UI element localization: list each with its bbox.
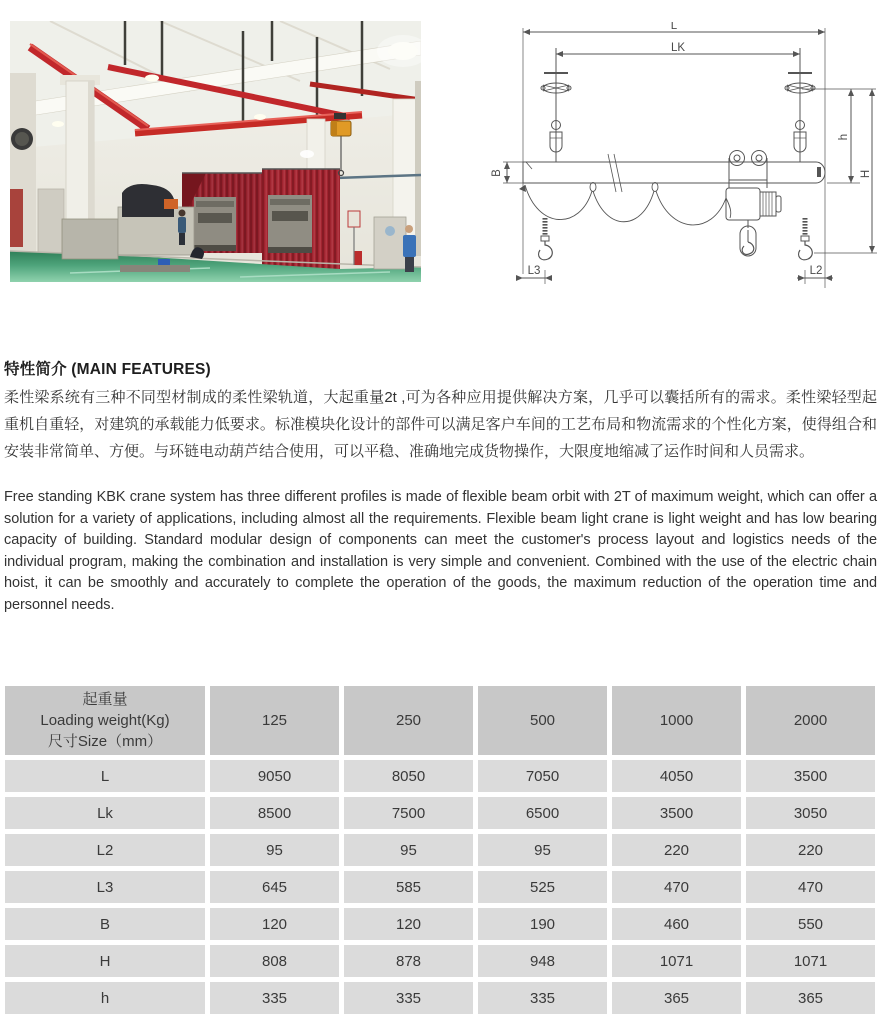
row-label-L: L xyxy=(5,760,205,792)
table-row-Lk xyxy=(5,797,875,829)
column-header-250: 250 xyxy=(344,686,473,755)
features-paragraph-en: Free standing KBK crane system has three different profiles is made of flexible beam orbit with 2T of maximum weight, which can offer a solution for a variety of applications, including almost all the requirements. Flexible beam light crane is light weight and has low bearing capacity of building. Standard modular design of components can meet the customer's process layout and logistics needs of the individual program, making the combination and installation is very simple and convenient. Combined with the use of the electric chain hoist, it can be smoothly and accurately to complete the operation of the goods, the maximum reduction of the operation time and personnel needs. xyxy=(4,489,877,613)
corner-header-line: 起重量 xyxy=(82,691,128,708)
table-cell: 808 xyxy=(210,945,339,977)
corner-header-line: Loading weight(Kg) xyxy=(40,712,170,729)
dimension-diagram xyxy=(480,22,878,288)
table-cell: 365 xyxy=(612,982,741,1014)
row-label-H: H xyxy=(5,945,205,977)
row-label-h: h xyxy=(5,982,205,1014)
table-row-L xyxy=(5,760,875,792)
row-label-Lk: Lk xyxy=(5,797,205,829)
beam xyxy=(523,162,825,183)
table-row-B xyxy=(5,908,875,940)
dim-label-h: h xyxy=(838,133,850,141)
dim-label-L3: L3 xyxy=(527,265,541,277)
dim-label-B: B xyxy=(491,169,503,177)
table-cell: 3500 xyxy=(746,760,875,792)
corner-header-line: 尺寸Size（mm） xyxy=(47,733,163,750)
table-cell: 525 xyxy=(478,871,607,903)
dim-label-L: L xyxy=(670,22,678,32)
column-header-1000: 1000 xyxy=(612,686,741,755)
dim-label-L2: L2 xyxy=(809,265,823,277)
column-header-2000: 2000 xyxy=(746,686,875,755)
row-label-L2: L2 xyxy=(5,834,205,866)
dim-label-H: H xyxy=(860,169,872,179)
table-cell: 120 xyxy=(344,908,473,940)
table-cell: 365 xyxy=(746,982,875,1014)
wall-fan-blades xyxy=(15,132,29,146)
table-cell: 95 xyxy=(478,834,607,866)
table-row-h xyxy=(5,982,875,1014)
table-cell: 190 xyxy=(478,908,607,940)
table-cell: 470 xyxy=(746,871,875,903)
section-heading: 特性简介 (MAIN FEATURES) xyxy=(4,361,211,378)
dim-label-LK: LK xyxy=(670,42,686,54)
table-cell: 470 xyxy=(612,871,741,903)
table-cell: 4050 xyxy=(612,760,741,792)
end-hook-right xyxy=(799,218,813,260)
table-cell: 220 xyxy=(746,834,875,866)
table-cell: 7500 xyxy=(344,797,473,829)
row-label-B: B xyxy=(5,908,205,940)
features-paragraph-cn: 柔性梁系统有三种不同型材制成的柔性梁轨道，大起重量2t ,可为各种应用提供解决方案，几乎可以囊括所有的需求。柔性梁轻型起重机自重轻，对建筑的承载能力低要求。标准模块化设计的部件可以满足客户车间的工艺布局和物流需求的个性化方案，使得组合和安装非常简单、方便。与环链电动葫芦结合使用，可以平稳、准确地完成货物操作，大限度地缩减了运作时间和人员需求。 xyxy=(4,389,877,460)
table-header-row xyxy=(5,686,875,755)
table-cell: 8500 xyxy=(210,797,339,829)
table-cell: 645 xyxy=(210,871,339,903)
spec-table xyxy=(0,681,880,1019)
beam-break-lines xyxy=(608,154,622,192)
table-cell: 460 xyxy=(612,908,741,940)
table-cell: 585 xyxy=(344,871,473,903)
workshop-photo xyxy=(10,21,421,282)
table-cell: 95 xyxy=(210,834,339,866)
table-cell: 3050 xyxy=(746,797,875,829)
table-cell: 878 xyxy=(344,945,473,977)
table-cell: 1071 xyxy=(612,945,741,977)
table-cell: 9050 xyxy=(210,760,339,792)
ext-B xyxy=(503,162,523,183)
column-header-500: 500 xyxy=(478,686,607,755)
table-corner-header xyxy=(5,686,205,755)
table-cell: 120 xyxy=(210,908,339,940)
table-cell: 335 xyxy=(478,982,607,1014)
table-row-L2 xyxy=(5,834,875,866)
wall-cabinet xyxy=(10,189,23,247)
row-label-L3: L3 xyxy=(5,871,205,903)
hoist-trolley xyxy=(726,151,781,257)
beam-end-stop xyxy=(817,167,821,177)
table-cell: 550 xyxy=(746,908,875,940)
table-cell: 6500 xyxy=(478,797,607,829)
table-row-L3 xyxy=(5,871,875,903)
table-cell: 1071 xyxy=(746,945,875,977)
table-row-H xyxy=(5,945,875,977)
table-cell: 335 xyxy=(210,982,339,1014)
table-cell: 220 xyxy=(612,834,741,866)
table-cell: 95 xyxy=(344,834,473,866)
column-header-125: 125 xyxy=(210,686,339,755)
table-cell: 8050 xyxy=(344,760,473,792)
end-hook-left xyxy=(539,218,553,260)
festoon-cable xyxy=(519,183,731,225)
suspension-hanger-right xyxy=(785,48,815,162)
table-cell: 7050 xyxy=(478,760,607,792)
table-cell: 948 xyxy=(478,945,607,977)
suspension-hanger-left xyxy=(541,48,571,162)
table-cell: 335 xyxy=(344,982,473,1014)
beam-weld-tick xyxy=(526,162,532,169)
table-cell: 3500 xyxy=(612,797,741,829)
